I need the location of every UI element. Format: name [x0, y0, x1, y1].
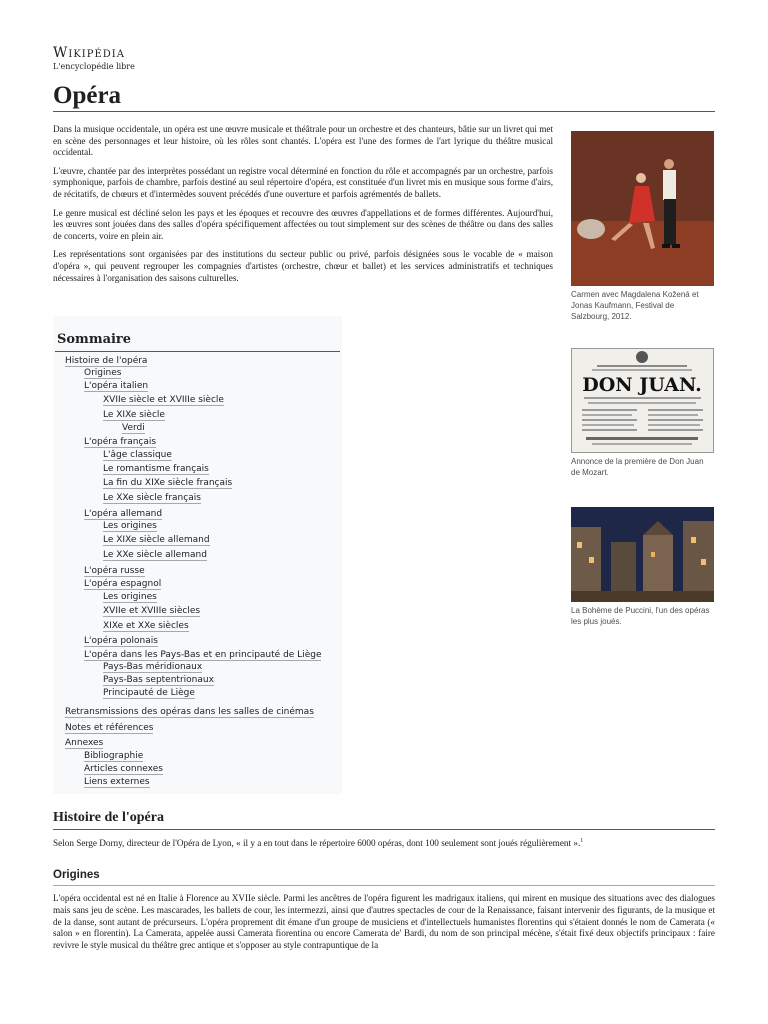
toc-item[interactable]: Articles connexes: [84, 764, 163, 774]
toc-item[interactable]: Bibliographie: [84, 751, 144, 761]
section-divider: [53, 829, 715, 830]
intro-section: [53, 124, 553, 291]
boheme-photo-art: [571, 507, 714, 602]
figure-caption: Carmen avec Magdalena Kožená et Jonas Kaufmann, Festival de Salzbourg, 2012.: [571, 290, 699, 321]
logo-tagline: L'encyclopédie libre: [53, 62, 135, 71]
intro-paragraph-1: Dans la musique occidentale, un opéra est une œuvre musicale et théâtrale pour un orchestre et des chanteurs, bâtie sur un livret qui met en scène des personnages et leur histoire, où les rôles sont chantés. L'opéra est l'une des formes de l'art lyrique du théâtre musical occidental.: [53, 124, 553, 158]
toc-item[interactable]: Le romantisme français: [103, 464, 209, 474]
toc-heading: Sommaire: [57, 332, 132, 347]
toc-item[interactable]: Les origines: [103, 521, 157, 531]
toc-item[interactable]: Pays-Bas méridionaux: [103, 662, 203, 672]
toc-item[interactable]: Les origines: [103, 592, 157, 602]
title-divider: [53, 111, 715, 112]
poster-art: [572, 349, 713, 452]
don-juan-poster[interactable]: [571, 348, 714, 453]
wikipedia-logo[interactable]: [53, 45, 135, 71]
toc-item[interactable]: L'opéra russe: [84, 566, 145, 576]
figure-caption: La Bohème de Puccini, l'un des opéras les plus joués.: [571, 606, 710, 626]
toc-item[interactable]: Retransmissions des opéras dans les salles de cinémas: [65, 707, 314, 717]
reference-link[interactable]: 1: [580, 838, 584, 844]
toc-item[interactable]: Notes et références: [65, 723, 154, 733]
intro-paragraph-4: Les représentations sont organisées par des institutions du secteur public ou privé, parfois désignées sous le vocable de « maison d'opéra », qui peuvent regrouper les compagnies d'artistes (orchestre, chœur et ballet) et les services administratifs et techniques nécessaires à l'organisation des saisons culturelles.: [53, 249, 553, 283]
page-title: Opéra: [53, 82, 122, 109]
figure-la-boheme: [571, 507, 714, 627]
figure-don-juan: [571, 348, 714, 478]
poster-title: DON JUAN.: [582, 374, 702, 396]
dorny-text: Selon Serge Dorny, directeur de l'Opéra de Lyon, « il y a en tout dans le répertoire 6000 opéras, dont 100 seulement sont joués régulièrement ».: [53, 838, 581, 849]
toc-item[interactable]: Liens externes: [84, 777, 150, 787]
toc-item[interactable]: Le XIXe siècle: [103, 410, 165, 420]
toc-item[interactable]: Histoire de l'opéra: [65, 356, 148, 366]
toc-item[interactable]: Principauté de Liège: [103, 688, 195, 698]
figure-carmen: [571, 131, 714, 322]
toc-item[interactable]: L'opéra polonais: [84, 636, 158, 646]
origines-paragraph: L'opéra occidental est né en Italie à Florence au XVIIe siècle. Parmi les ancêtres de l'opéra figurent les madrigaux italiens, qui mirent en musique des situations avec des dialogues mais sans jeu de scène. Les mascarades, les ballets de cour, les intermezzi, ainsi que d'autres spectacles de cour de la Renaissance, faisant intervenir des figurants, de la musique et de la danse, sont autant de précurseurs. L'opéra proprement dit émane d'un groupe de musiciens et d'intellectuels humanistes florentins qui s'étaient donnés le nom de Camerata (« salon » en florentin). La Camerata, appelée aussi Camerata fiorentina ou encore Camerata de' Bardi, du nom de son principal mécène, s'était fixé deux objectifs principaux : faire revivre le style musical du théâtre grec antique et s'opposer au style contrapuntique de la: [53, 893, 715, 951]
intro-paragraph-3: Le genre musical est décliné selon les pays et les époques et recouvre des œuvres d'appellations et de formes différentes. Aujourd'hui, les œuvres sont jouées dans des salles d'opéra spécifiquement affectées ou tout simplement sur des scènes de théâtre ou dans des salles de concerts, voire en plein air.: [53, 207, 553, 241]
figure-caption: Annonce de la première de Don Juan de Mozart.: [571, 457, 704, 477]
toc-item[interactable]: L'âge classique: [103, 450, 172, 460]
la-boheme-photo[interactable]: [571, 507, 714, 602]
subsection-heading-origines: Origines: [53, 869, 100, 881]
table-of-contents: [53, 316, 342, 794]
carmen-photo[interactable]: [571, 131, 714, 286]
toc-divider: [55, 351, 340, 352]
toc-item[interactable]: Pays-Bas septentrionaux: [103, 675, 214, 685]
toc-item[interactable]: Origines: [84, 368, 122, 378]
section-heading-histoire: Histoire de l'opéra: [53, 810, 164, 825]
toc-item[interactable]: Le XXe siècle français: [103, 493, 201, 503]
carmen-photo-art: [571, 131, 714, 286]
toc-item[interactable]: La fin du XIXe siècle français: [103, 478, 233, 488]
toc-item[interactable]: XIXe et XXe siècles: [103, 621, 189, 631]
logo-wordmark: Wikipédia: [53, 45, 125, 61]
section-paragraph: [53, 838, 715, 848]
toc-item[interactable]: L'opéra italien: [84, 381, 149, 391]
toc-item[interactable]: Le XIXe siècle allemand: [103, 535, 210, 545]
subsection-divider: [53, 885, 715, 886]
toc-item[interactable]: L'opéra français: [84, 437, 157, 447]
toc-item[interactable]: XVIIe siècle et XVIIIe siècle: [103, 395, 224, 405]
toc-item[interactable]: Annexes: [65, 738, 104, 748]
toc-item[interactable]: L'opéra dans les Pays-Bas et en principauté de Liège: [84, 650, 322, 660]
toc-item[interactable]: XVIIe et XVIIIe siècles: [103, 606, 201, 616]
toc-item[interactable]: L'opéra allemand: [84, 509, 163, 519]
toc-item[interactable]: Verdi: [122, 423, 145, 433]
toc-item[interactable]: L'opéra espagnol: [84, 579, 162, 589]
toc-item[interactable]: Le XXe siècle allemand: [103, 550, 207, 560]
intro-paragraph-2: L'œuvre, chantée par des interprètes possédant un registre vocal déterminé en fonction du rôle et accompagnés par un orchestre, parfois symphonique, parfois de chambre, parfois destiné au seul répertoire d'opéra, est constituée d'un livret mis en musique sous forme d'airs, de récitatifs, de chœurs et d'intermèdes souvent précédés d'une ouverture et parfois agrémentés de ballets.: [53, 165, 553, 199]
